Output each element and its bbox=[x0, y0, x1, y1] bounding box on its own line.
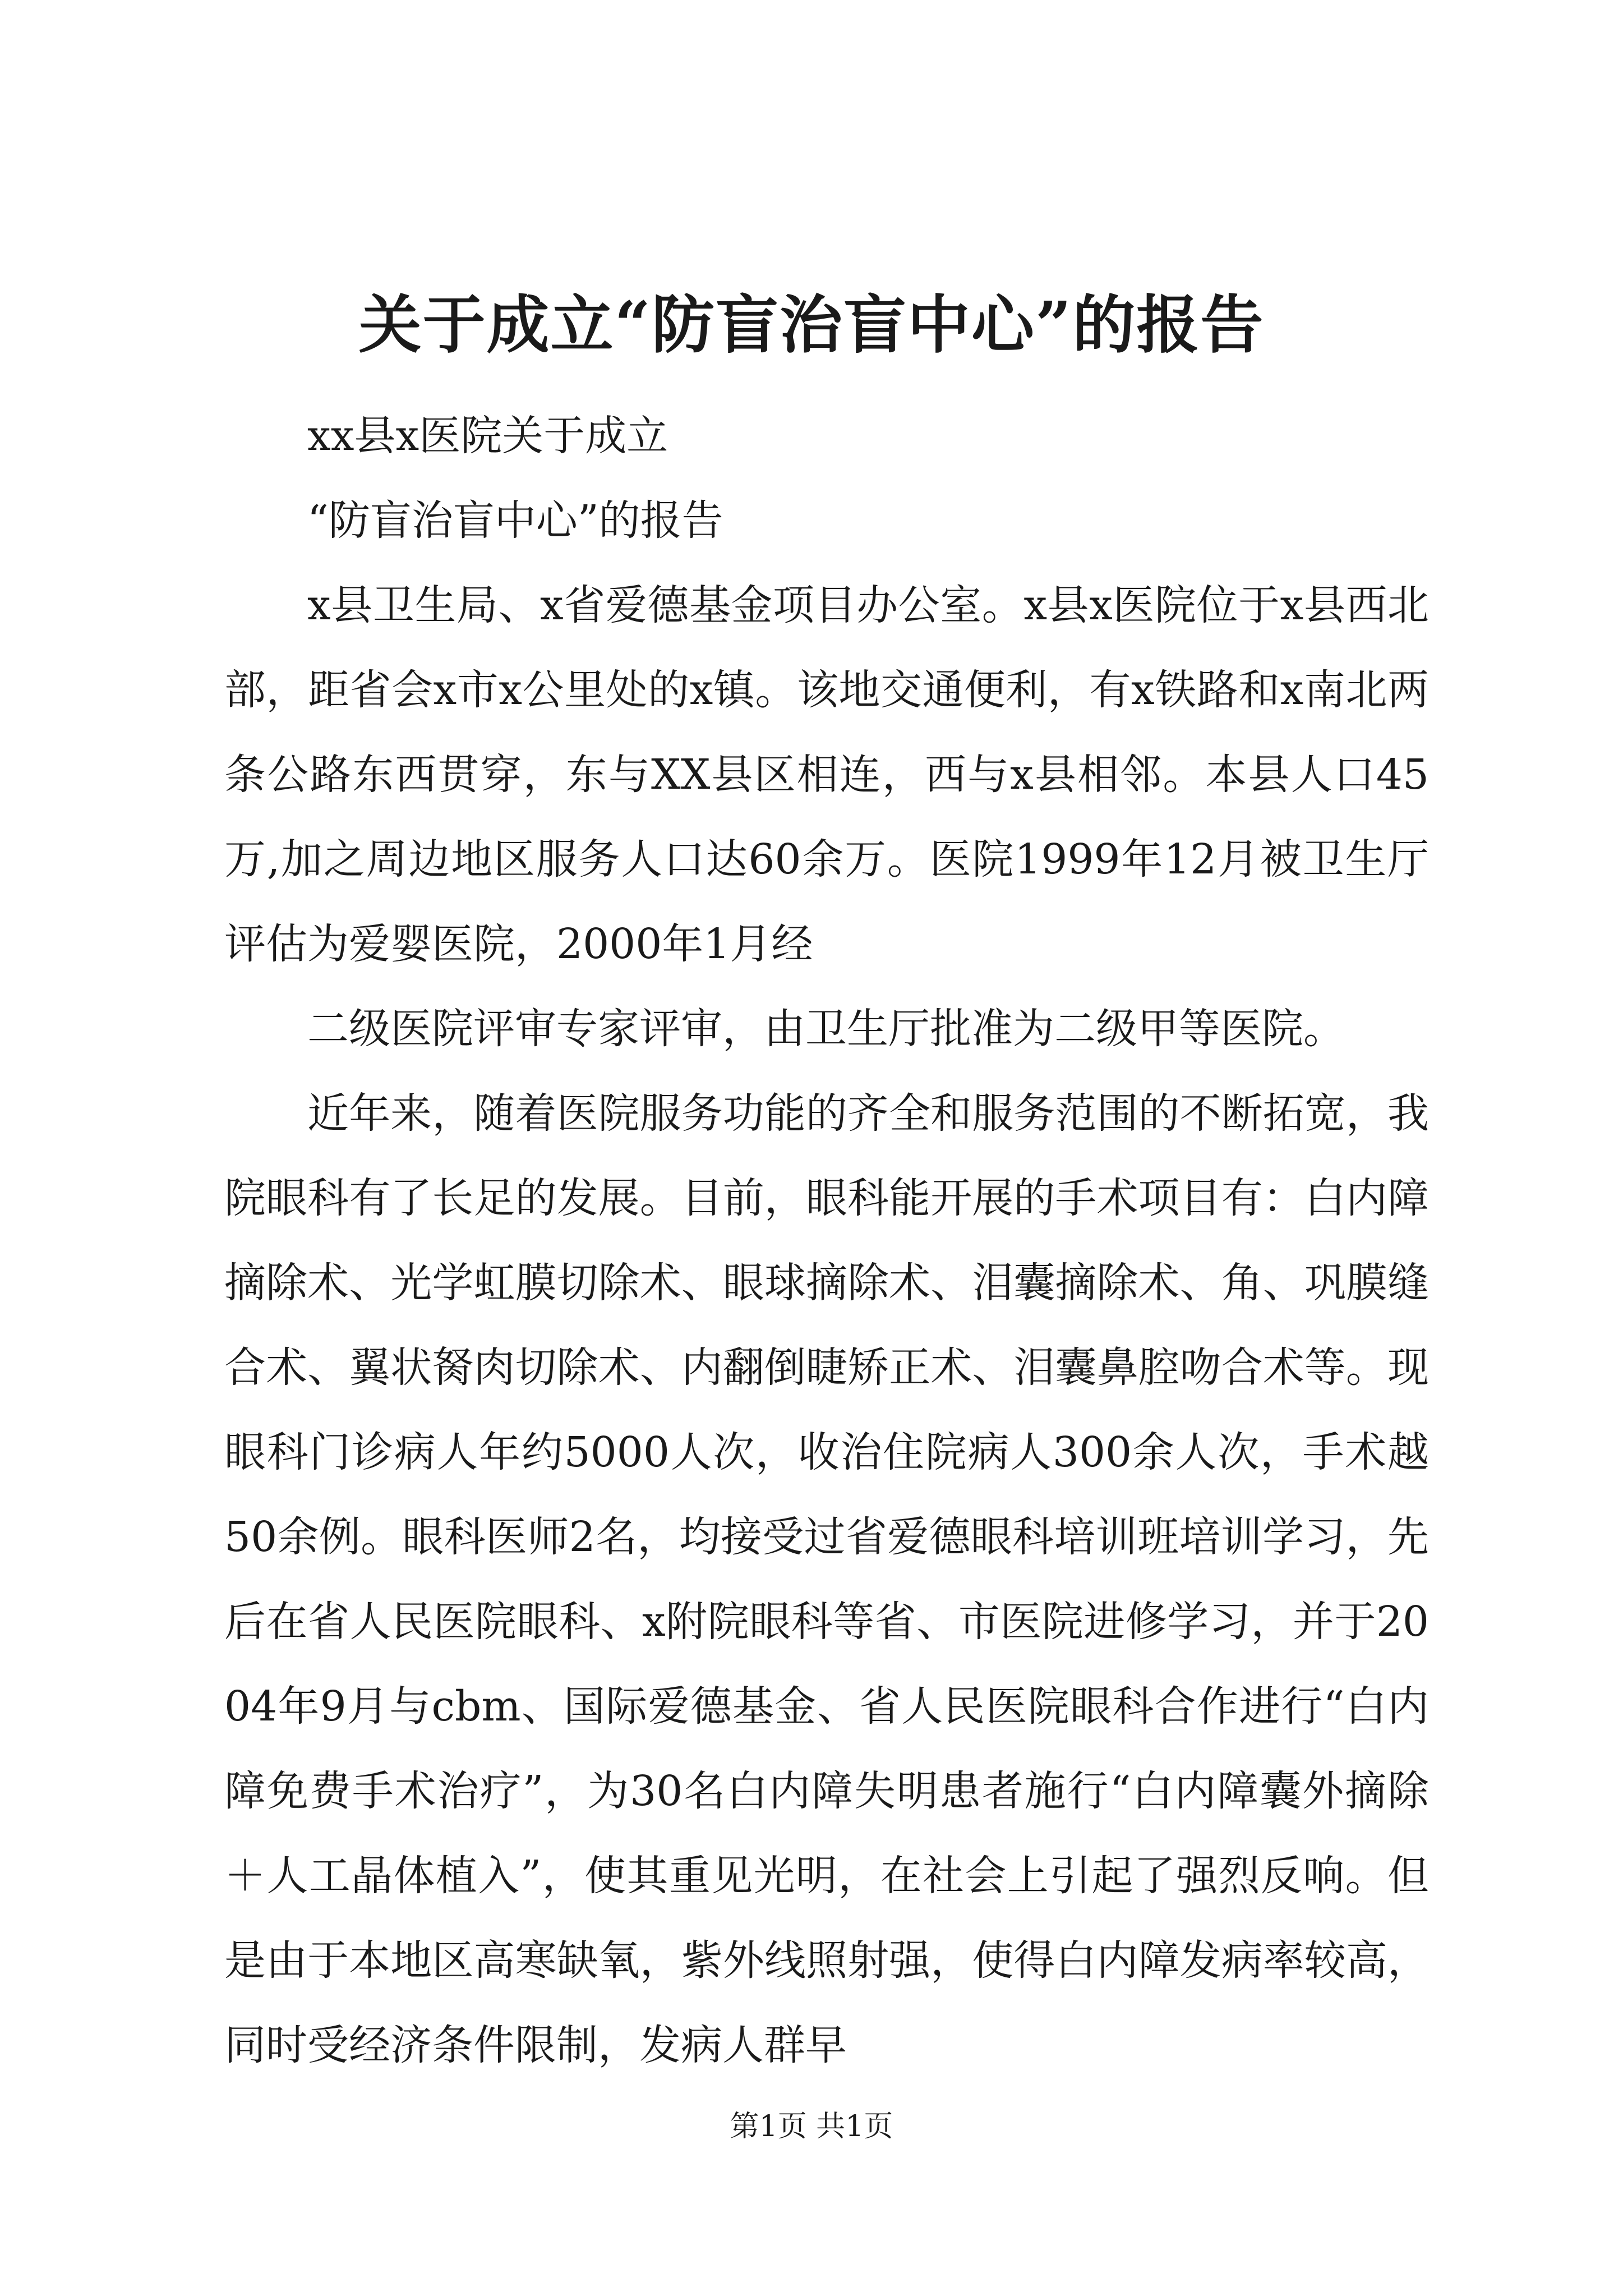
paragraph-hospital-grade: 二级医院评审专家评审，由卫生厅批准为二级甲等医院。 bbox=[307, 1005, 1345, 1053]
paragraph-hospital-intro: x县卫生局、x省爱德基金项目办公室。x县x医院位于x县西北部，距省会x市x公里处的x镇。该地交通便利，有x铁路和x南北两条公路东西贯穿，东与XX县区相连，西与x县相邻。本县人口45万,加之周边地区服务人口达60余万。医院1999年12月被卫生厅评估为爱婴医院，2000年1月经 bbox=[224, 581, 1429, 968]
paragraph-heading-line-1: xx县x医院关于成立 bbox=[307, 412, 668, 460]
page-number-footer: 第1页 共1页 bbox=[730, 2110, 893, 2143]
paragraph-heading-line-2: “防盲治盲中心”的报告 bbox=[307, 496, 723, 545]
paragraph-ophthalmology: 近年来，随着医院服务功能的齐全和服务范围的不断拓宽，我院眼科有了长足的发展。目前，眼科能开展的手术项目有：白内障摘除术、光学虹膜切除术、眼球摘除术、泪囊摘除术、角、巩膜缝合术、翼状胬肉切除术、内翻倒睫矫正术、泪囊鼻腔吻合术等。现眼科门诊病人年约5000人次，收治住院病人300余人次，手术越50余例。眼科医师2名，均接受过省爱德眼科培训班培训学习，先后在省人民医院眼科、x附院眼科等省、市医院进修学习，并于2004年9月与cbm、国际爱德基金、省人民医院眼科合作进行“白内障免费手术治疗”，为30名白内障失明患者施行“白内障囊外摘除＋人工晶体植入”，使其重见光明，在社会上引起了强烈反响。但是由于本地区高寒缺氧，紫外线照射强，使得白内障发病率较高，同时受经济条件限制，发病人群早 bbox=[224, 1089, 1429, 2069]
document-title: 关于成立“防盲治盲中心”的报告 bbox=[358, 288, 1265, 362]
document-body bbox=[224, 394, 1429, 2088]
